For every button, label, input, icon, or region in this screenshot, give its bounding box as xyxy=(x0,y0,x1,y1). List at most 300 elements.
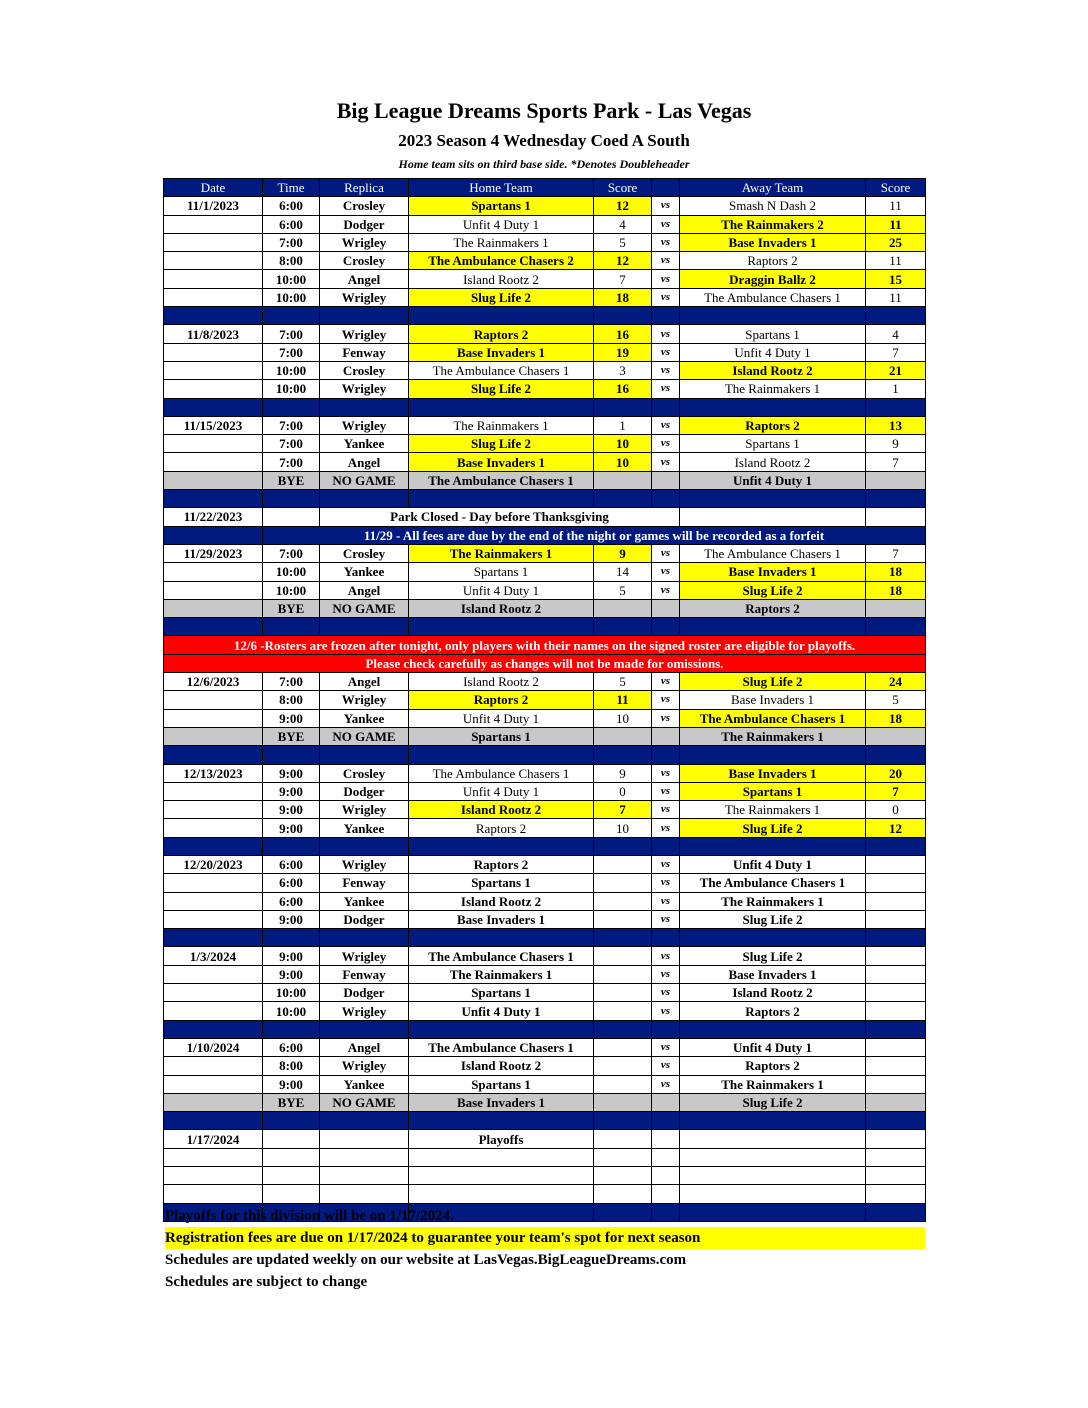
home-score-cell xyxy=(594,727,652,745)
home-team-cell: Island Rootz 2 xyxy=(409,801,594,819)
time-cell: 6:00 xyxy=(263,1038,320,1056)
playoffs-row xyxy=(164,1130,926,1148)
separator-cell xyxy=(164,398,263,416)
home-score-cell: 5 xyxy=(594,673,652,691)
week-separator-row xyxy=(164,1112,926,1130)
home-team-cell: The Ambulance Chasers 1 xyxy=(409,361,594,379)
time-cell: 9:00 xyxy=(263,801,320,819)
away-team-cell: Slug Life 2 xyxy=(680,819,866,837)
vs-cell: vs xyxy=(652,343,680,361)
date-cell: 1/10/2024 xyxy=(164,1038,263,1056)
date-cell: 11/1/2023 xyxy=(164,197,263,215)
date-cell xyxy=(164,453,263,471)
date-cell xyxy=(164,984,263,1002)
time-cell: 8:00 xyxy=(263,252,320,270)
no-game-cell: NO GAME xyxy=(320,599,409,617)
away-team-cell: Raptors 2 xyxy=(680,1002,866,1020)
away-score-cell: 15 xyxy=(866,270,926,288)
home-score-cell xyxy=(594,1002,652,1020)
away-score-cell: 9 xyxy=(866,435,926,453)
home-score-cell: 7 xyxy=(594,270,652,288)
separator-cell xyxy=(263,929,320,947)
week-separator-row xyxy=(164,746,926,764)
separator-cell xyxy=(594,1020,652,1038)
away-score-cell xyxy=(866,855,926,873)
separator-cell xyxy=(594,1112,652,1130)
date-cell xyxy=(164,782,263,800)
time-cell: 9:00 xyxy=(263,782,320,800)
empty-row xyxy=(164,1185,926,1203)
away-score-cell: 24 xyxy=(866,673,926,691)
home-score-cell: 12 xyxy=(594,197,652,215)
field-cell: Wrigley xyxy=(320,288,409,306)
date-cell xyxy=(164,361,263,379)
bye-home-team-cell: Base Invaders 1 xyxy=(409,1093,594,1111)
vs-cell: vs xyxy=(652,1002,680,1020)
game-row xyxy=(164,563,926,581)
away-team-cell: Base Invaders 1 xyxy=(680,233,866,251)
home-score-cell: 4 xyxy=(594,215,652,233)
vs-cell: vs xyxy=(652,197,680,215)
field-cell: Crosley xyxy=(320,197,409,215)
empty-cell xyxy=(866,1185,926,1203)
game-row xyxy=(164,197,926,215)
separator-cell xyxy=(263,1112,320,1130)
away-score-cell xyxy=(866,965,926,983)
away-score-cell xyxy=(866,1075,926,1093)
field-cell: Wrigley xyxy=(320,801,409,819)
time-cell: 10:00 xyxy=(263,380,320,398)
separator-cell xyxy=(652,490,680,508)
bye-row xyxy=(164,471,926,489)
empty-cell xyxy=(320,1148,409,1166)
date-cell: 11/29/2023 xyxy=(164,544,263,562)
date-cell xyxy=(164,892,263,910)
empty-cell xyxy=(680,1148,866,1166)
empty-cell xyxy=(263,1148,320,1166)
home-score-cell: 16 xyxy=(594,325,652,343)
field-cell: Angel xyxy=(320,673,409,691)
field-cell: Dodger xyxy=(320,984,409,1002)
empty-cell xyxy=(164,1148,263,1166)
vs-cell: vs xyxy=(652,252,680,270)
empty-cell xyxy=(409,1185,594,1203)
date-cell: 11/22/2023 xyxy=(164,508,263,526)
separator-cell xyxy=(680,490,866,508)
vs-cell xyxy=(652,599,680,617)
separator-cell xyxy=(680,746,866,764)
empty-cell xyxy=(164,1167,263,1185)
separator-cell xyxy=(594,307,652,325)
separator-cell xyxy=(594,398,652,416)
away-team-cell: Unfit 4 Duty 1 xyxy=(680,1038,866,1056)
home-score-cell: 9 xyxy=(594,764,652,782)
away-score-cell xyxy=(866,1093,926,1111)
away-score-cell xyxy=(866,1038,926,1056)
field-cell: Fenway xyxy=(320,874,409,892)
home-team-cell: The Ambulance Chasers 1 xyxy=(409,947,594,965)
time-cell: 9:00 xyxy=(263,910,320,928)
away-team-cell: Base Invaders 1 xyxy=(680,691,866,709)
separator-cell xyxy=(263,1020,320,1038)
separator-cell xyxy=(320,490,409,508)
empty-cell xyxy=(594,1130,652,1148)
home-score-cell xyxy=(594,1057,652,1075)
vs-cell: vs xyxy=(652,435,680,453)
col-header-home-team: Home Team xyxy=(409,179,594,197)
away-score-cell xyxy=(866,947,926,965)
time-cell: 7:00 xyxy=(263,673,320,691)
date-cell xyxy=(164,435,263,453)
away-score-cell xyxy=(866,1002,926,1020)
home-score-cell xyxy=(594,947,652,965)
away-score-cell: 7 xyxy=(866,343,926,361)
away-score-cell: 11 xyxy=(866,215,926,233)
time-cell xyxy=(263,1130,320,1148)
separator-cell xyxy=(263,618,320,636)
date-cell xyxy=(164,270,263,288)
field-cell: Yankee xyxy=(320,563,409,581)
separator-cell xyxy=(866,307,926,325)
separator-cell xyxy=(866,1020,926,1038)
home-score-cell xyxy=(594,910,652,928)
away-team-cell: The Ambulance Chasers 1 xyxy=(680,544,866,562)
away-score-cell xyxy=(866,892,926,910)
park-closed-row xyxy=(164,508,926,526)
away-score-cell: 25 xyxy=(866,233,926,251)
schedule-table xyxy=(163,178,926,1222)
time-cell: 9:00 xyxy=(263,1075,320,1093)
home-team-cell: Base Invaders 1 xyxy=(409,910,594,928)
separator-cell xyxy=(652,618,680,636)
col-header-time: Time xyxy=(263,179,320,197)
game-row xyxy=(164,1038,926,1056)
home-score-cell: 19 xyxy=(594,343,652,361)
date-cell xyxy=(164,343,263,361)
time-cell: 7:00 xyxy=(263,343,320,361)
time-cell: 9:00 xyxy=(263,965,320,983)
date-cell: 12/13/2023 xyxy=(164,764,263,782)
date-cell: 11/15/2023 xyxy=(164,416,263,434)
away-score-cell: 4 xyxy=(866,325,926,343)
roster-alert-text: 12/6 -Rosters are frozen after tonight, only players with their names on the signed roster are eligible for playoffs. xyxy=(164,636,926,654)
home-team-cell: Unfit 4 Duty 1 xyxy=(409,215,594,233)
roster-alert-text: Please check carefully as changes will not be made for omissions. xyxy=(164,654,926,672)
separator-cell xyxy=(409,307,594,325)
date-cell xyxy=(164,727,263,745)
empty-cell xyxy=(594,1185,652,1203)
away-team-cell: Spartans 1 xyxy=(680,782,866,800)
home-team-cell: Slug Life 2 xyxy=(409,288,594,306)
time-cell: 10:00 xyxy=(263,1002,320,1020)
week-separator-row xyxy=(164,307,926,325)
vs-cell: vs xyxy=(652,855,680,873)
home-team-cell: Island Rootz 2 xyxy=(409,1057,594,1075)
field-cell: Crosley xyxy=(320,544,409,562)
separator-cell xyxy=(263,307,320,325)
separator-cell xyxy=(594,490,652,508)
vs-cell: vs xyxy=(652,453,680,471)
separator-cell xyxy=(680,929,866,947)
time-cell xyxy=(263,508,320,526)
field-cell: Wrigley xyxy=(320,380,409,398)
time-cell: 9:00 xyxy=(263,947,320,965)
away-team-cell: The Rainmakers 1 xyxy=(680,380,866,398)
empty-cell xyxy=(263,1185,320,1203)
bye-away-team-cell: Unfit 4 Duty 1 xyxy=(680,471,866,489)
away-score-cell: 18 xyxy=(866,709,926,727)
field-cell xyxy=(320,1130,409,1148)
separator-cell xyxy=(263,490,320,508)
empty-cell xyxy=(594,1167,652,1185)
away-score-cell: 20 xyxy=(866,764,926,782)
separator-cell xyxy=(409,490,594,508)
vs-cell: vs xyxy=(652,380,680,398)
empty-cell xyxy=(866,1130,926,1148)
empty-cell xyxy=(652,1148,680,1166)
roster-alert-row xyxy=(164,636,926,654)
field-cell: Wrigley xyxy=(320,947,409,965)
separator-cell xyxy=(263,398,320,416)
home-score-cell: 5 xyxy=(594,233,652,251)
separator-cell xyxy=(652,1020,680,1038)
bye-label-cell: BYE xyxy=(263,471,320,489)
game-row xyxy=(164,233,926,251)
home-team-cell: Unfit 4 Duty 1 xyxy=(409,709,594,727)
home-score-cell xyxy=(594,855,652,873)
separator-cell xyxy=(164,490,263,508)
separator-cell xyxy=(263,746,320,764)
away-team-cell: Slug Life 2 xyxy=(680,947,866,965)
home-team-cell: Raptors 2 xyxy=(409,819,594,837)
away-score-cell xyxy=(866,1057,926,1075)
field-cell: Fenway xyxy=(320,965,409,983)
field-cell: Angel xyxy=(320,270,409,288)
home-team-cell: The Ambulance Chasers 2 xyxy=(409,252,594,270)
home-score-cell: 3 xyxy=(594,361,652,379)
home-team-cell: Raptors 2 xyxy=(409,855,594,873)
time-cell: 7:00 xyxy=(263,435,320,453)
time-cell: 6:00 xyxy=(263,197,320,215)
date-cell: 12/6/2023 xyxy=(164,673,263,691)
away-score-cell: 7 xyxy=(866,453,926,471)
game-row xyxy=(164,764,926,782)
away-team-cell: Base Invaders 1 xyxy=(680,764,866,782)
empty-cell xyxy=(866,1148,926,1166)
field-cell: Wrigley xyxy=(320,325,409,343)
away-score-cell: 13 xyxy=(866,416,926,434)
away-score-cell: 11 xyxy=(866,252,926,270)
game-row xyxy=(164,416,926,434)
game-row xyxy=(164,782,926,800)
time-cell: 9:00 xyxy=(263,819,320,837)
away-score-cell: 11 xyxy=(866,197,926,215)
bye-away-team-cell: Slug Life 2 xyxy=(680,1093,866,1111)
empty-cell xyxy=(320,1167,409,1185)
home-score-cell xyxy=(594,599,652,617)
empty-cell xyxy=(652,1130,680,1148)
game-row xyxy=(164,965,926,983)
time-cell: 8:00 xyxy=(263,691,320,709)
home-score-cell: 5 xyxy=(594,581,652,599)
away-team-cell: Spartans 1 xyxy=(680,325,866,343)
home-team-cell: Spartans 1 xyxy=(409,563,594,581)
time-cell: 9:00 xyxy=(263,709,320,727)
separator-cell xyxy=(164,837,263,855)
home-team-cell: Unfit 4 Duty 1 xyxy=(409,782,594,800)
time-cell: 7:00 xyxy=(263,453,320,471)
week-separator-row xyxy=(164,490,926,508)
vs-cell: vs xyxy=(652,984,680,1002)
game-row xyxy=(164,709,926,727)
page-title: Big League Dreams Sports Park - Las Vegas xyxy=(336,98,752,123)
field-cell: Angel xyxy=(320,581,409,599)
home-score-cell xyxy=(594,1038,652,1056)
field-cell: Yankee xyxy=(320,1075,409,1093)
home-team-cell: Raptors 2 xyxy=(409,325,594,343)
away-score-cell xyxy=(866,727,926,745)
date-cell xyxy=(164,874,263,892)
separator-cell xyxy=(680,1020,866,1038)
separator-cell xyxy=(866,398,926,416)
separator-cell xyxy=(680,618,866,636)
away-score-cell xyxy=(866,984,926,1002)
empty-row xyxy=(164,1167,926,1185)
separator-cell xyxy=(320,746,409,764)
bye-label-cell: BYE xyxy=(263,599,320,617)
bye-label-cell: BYE xyxy=(263,727,320,745)
away-team-cell: The Ambulance Chasers 1 xyxy=(680,874,866,892)
field-cell: Angel xyxy=(320,453,409,471)
vs-cell: vs xyxy=(652,270,680,288)
home-score-cell: 16 xyxy=(594,380,652,398)
date-cell xyxy=(164,471,263,489)
home-score-cell xyxy=(594,1093,652,1111)
away-team-cell: Smash N Dash 2 xyxy=(680,197,866,215)
away-score-cell: 11 xyxy=(866,288,926,306)
separator-cell xyxy=(164,1112,263,1130)
time-cell: 7:00 xyxy=(263,233,320,251)
home-score-cell: 1 xyxy=(594,416,652,434)
park-closed-text: Park Closed - Day before Thanksgiving xyxy=(320,508,680,526)
empty-cell xyxy=(680,1130,866,1148)
col-header-away-team: Away Team xyxy=(680,179,866,197)
footer-change-note: Schedules are subject to change xyxy=(165,1274,368,1290)
date-cell xyxy=(164,965,263,983)
schedule-note: Home team sits on third base side. *Denotes Doubleheader xyxy=(398,157,690,171)
game-row xyxy=(164,801,926,819)
col-header-home-score: Score xyxy=(594,179,652,197)
time-cell: 6:00 xyxy=(263,892,320,910)
separator-cell xyxy=(409,929,594,947)
date-cell: 1/17/2024 xyxy=(164,1130,263,1148)
away-team-cell: Slug Life 2 xyxy=(680,673,866,691)
notice-blank-cell xyxy=(164,526,263,544)
separator-cell xyxy=(866,746,926,764)
home-score-cell xyxy=(594,965,652,983)
vs-cell: vs xyxy=(652,361,680,379)
vs-cell: vs xyxy=(652,1038,680,1056)
field-cell: Wrigley xyxy=(320,1057,409,1075)
schedule-body xyxy=(164,197,926,1222)
game-row xyxy=(164,252,926,270)
game-row xyxy=(164,947,926,965)
field-cell: Yankee xyxy=(320,892,409,910)
field-cell: Wrigley xyxy=(320,691,409,709)
empty-cell xyxy=(320,1185,409,1203)
home-score-cell: 10 xyxy=(594,435,652,453)
home-score-cell xyxy=(594,1075,652,1093)
game-row xyxy=(164,1057,926,1075)
empty-cell xyxy=(594,1148,652,1166)
away-team-cell: Raptors 2 xyxy=(680,1057,866,1075)
time-cell: 10:00 xyxy=(263,270,320,288)
time-cell: 7:00 xyxy=(263,325,320,343)
separator-cell xyxy=(409,1020,594,1038)
date-cell xyxy=(164,1002,263,1020)
empty-cell xyxy=(164,1185,263,1203)
game-row xyxy=(164,910,926,928)
away-team-cell: The Ambulance Chasers 1 xyxy=(680,288,866,306)
bye-row xyxy=(164,599,926,617)
separator-cell xyxy=(409,618,594,636)
away-score-cell xyxy=(866,910,926,928)
away-score-cell xyxy=(866,508,926,526)
vs-cell: vs xyxy=(652,782,680,800)
game-row xyxy=(164,361,926,379)
separator-cell xyxy=(652,746,680,764)
empty-cell xyxy=(866,1167,926,1185)
game-row xyxy=(164,544,926,562)
separator-cell xyxy=(652,837,680,855)
away-team-cell: Base Invaders 1 xyxy=(680,965,866,983)
away-team-cell: Spartans 1 xyxy=(680,435,866,453)
home-team-cell: Slug Life 2 xyxy=(409,380,594,398)
vs-cell: vs xyxy=(652,691,680,709)
separator-cell xyxy=(320,1112,409,1130)
away-team-cell xyxy=(680,508,866,526)
col-header-vs xyxy=(652,179,680,197)
field-cell: Dodger xyxy=(320,910,409,928)
date-cell xyxy=(164,1057,263,1075)
home-score-cell: 11 xyxy=(594,691,652,709)
vs-cell: vs xyxy=(652,910,680,928)
separator-cell xyxy=(164,929,263,947)
vs-cell: vs xyxy=(652,892,680,910)
table-header-row xyxy=(164,179,926,197)
home-team-cell: Base Invaders 1 xyxy=(409,343,594,361)
away-score-cell xyxy=(866,599,926,617)
empty-cell xyxy=(263,1167,320,1185)
away-score-cell: 0 xyxy=(866,801,926,819)
roster-alert-row xyxy=(164,654,926,672)
vs-cell xyxy=(652,727,680,745)
away-score-cell: 21 xyxy=(866,361,926,379)
vs-cell: vs xyxy=(652,563,680,581)
date-cell xyxy=(164,233,263,251)
separator-cell xyxy=(409,398,594,416)
field-cell: Wrigley xyxy=(320,1002,409,1020)
field-cell: Angel xyxy=(320,1038,409,1056)
date-cell xyxy=(164,709,263,727)
time-cell: 10:00 xyxy=(263,563,320,581)
separator-cell xyxy=(594,837,652,855)
field-cell: Wrigley xyxy=(320,416,409,434)
date-cell xyxy=(164,215,263,233)
vs-cell: vs xyxy=(652,581,680,599)
empty-cell xyxy=(652,1167,680,1185)
date-cell xyxy=(164,563,263,581)
